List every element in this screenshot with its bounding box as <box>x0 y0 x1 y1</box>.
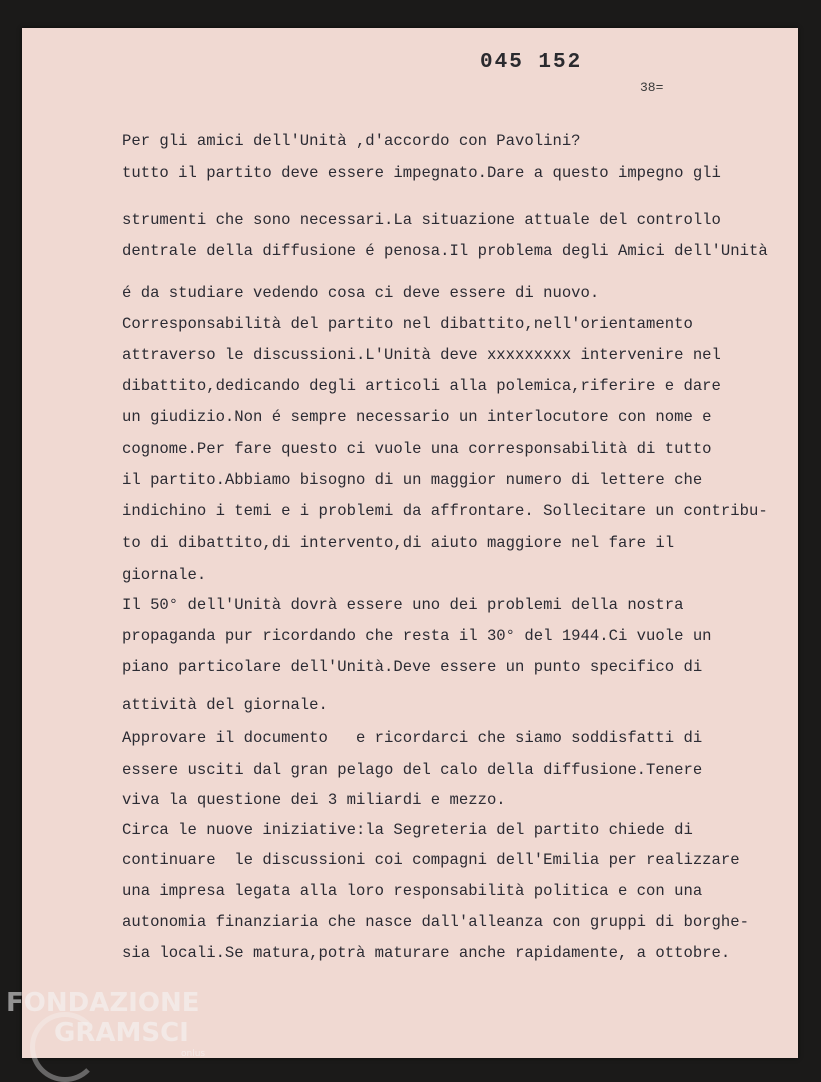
text-line: to di dibattito,di intervento,di aiuto maggiore nel fare il <box>122 534 675 552</box>
watermark-line-3: onlus <box>181 1049 206 1059</box>
text-line: autonomia finanziaria che nasce dall'alleanza con gruppi di borghe- <box>122 913 749 931</box>
text-line: viva la questione dei 3 miliardi e mezzo. <box>122 791 506 809</box>
watermark-line-1: FONDAZIONE <box>6 988 200 1018</box>
text-line: un giudizio.Non é sempre necessario un interlocutore con nome e <box>122 408 712 426</box>
text-line: strumenti che sono necessari.La situazione attuale del controllo <box>122 211 721 229</box>
document-number: 045 152 <box>480 51 583 74</box>
text-line: tutto il partito deve essere impegnato.Dare a questo impegno gli <box>122 164 721 182</box>
text-line: attraverso le discussioni.L'Unità deve xxxxxxxxx intervenire nel <box>122 346 721 364</box>
text-line: una impresa legata alla loro responsabilità politica e con una <box>122 882 703 900</box>
text-line: piano particolare dell'Unità.Deve essere un punto specifico di <box>122 658 703 676</box>
page-mark: 38= <box>640 80 664 95</box>
text-line: sia locali.Se matura,potrà maturare anche rapidamente, a ottobre. <box>122 944 731 962</box>
text-line: propaganda pur ricordando che resta il 30° del 1944.Ci vuole un <box>122 627 712 645</box>
text-line: continuare le discussioni coi compagni dell'Emilia per realizzare <box>122 851 740 869</box>
text-line: il partito.Abbiamo bisogno di un maggior numero di lettere che <box>122 471 703 489</box>
watermark-logo <box>6 988 206 1059</box>
text-line: Per gli amici dell'Unità ,d'accordo con Pavolini? <box>122 132 581 150</box>
text-line: é da studiare vedendo cosa ci deve essere di nuovo. <box>122 284 600 302</box>
text-line: indichino i temi e i problemi da affrontare. Sollecitare un contribu- <box>122 502 768 520</box>
text-line: essere usciti dal gran pelago del calo della diffusione.Tenere <box>122 761 703 779</box>
text-line: Corresponsabilità del partito nel dibattito,nell'orientamento <box>122 315 693 333</box>
text-line: dentrale della diffusione é penosa.Il problema degli Amici dell'Unità <box>122 242 768 260</box>
text-line: Il 50° dell'Unità dovrà essere uno dei problemi della nostra <box>122 596 684 614</box>
text-line: Approvare il documento e ricordarci che siamo soddisfatti di <box>122 729 703 747</box>
watermark-line-2: GRAMSCI <box>54 1018 189 1048</box>
text-line: Circa le nuove iniziative:la Segreteria del partito chiede di <box>122 821 693 839</box>
text-line: giornale. <box>122 566 207 584</box>
text-line: dibattito,dedicando degli articoli alla polemica,riferire e dare <box>122 377 721 395</box>
text-line: attività del giornale. <box>122 696 328 714</box>
text-line: cognome.Per fare questo ci vuole una corresponsabilità di tutto <box>122 440 712 458</box>
